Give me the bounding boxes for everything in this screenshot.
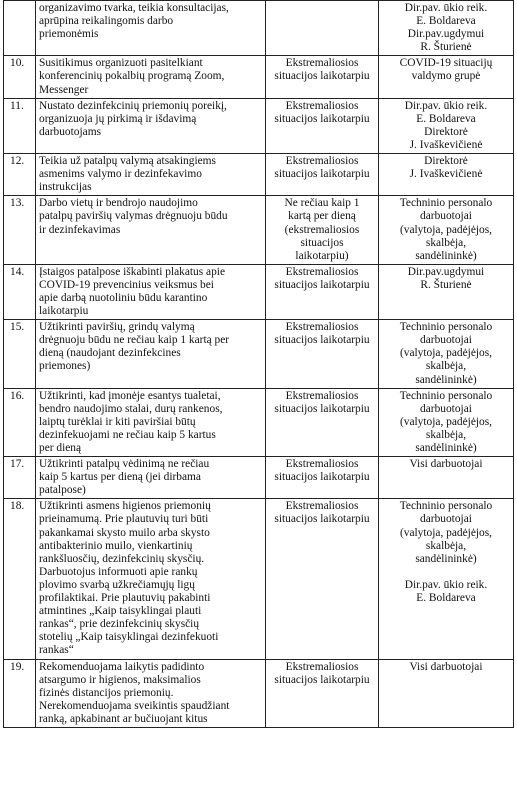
timing-line: laikotarpiu) [295, 249, 349, 262]
responsible-cell [379, 457, 514, 499]
task-line: stotelių „Kaip taisyklingai dezinfekuoti [39, 631, 219, 644]
timing-line: Ekstremaliosios [285, 155, 359, 168]
responsible-line: Dir.pav. ūkio reik. [404, 99, 488, 112]
responsible-line: Dir.pav.ugdymui [407, 265, 485, 278]
timing-cell [266, 1, 379, 56]
table-row [4, 388, 514, 456]
task-line: atsargumo ir higienos, maksimalios [39, 673, 201, 686]
table-row [4, 154, 514, 196]
responsible-line: sandėlininkė) [415, 249, 477, 262]
task-line: plovimo svarbą užkrečiamųjų ligų [39, 578, 195, 591]
task-line: profilaktikai. Prie plautuvių pakabinti [39, 592, 211, 605]
responsible-cell [379, 659, 514, 727]
responsible-line: Direktorė [424, 125, 468, 138]
responsible-line: skalbėja, [425, 236, 467, 249]
task-line: Užtikrinti asmens higienos priemonių [39, 500, 211, 513]
task-line: pakankamai skysto muilo arba skysto [39, 526, 210, 539]
task-cell [36, 154, 266, 196]
row-number: 19. [4, 659, 36, 727]
task-line: Darbo vietų ir bendrojo naudojimo [39, 197, 198, 210]
responsible-line: sandėlininkė) [415, 373, 477, 386]
timing-line: situacijos laikotarpiu [274, 168, 370, 181]
task-line: prieinamumą. Prie plautuvių turi būti [39, 513, 209, 526]
responsible-line: valdymo grupė [411, 70, 481, 83]
responsible-cell [379, 98, 514, 153]
task-line: patalpų paviršių valymas drėgnuoju būdu [39, 210, 228, 223]
row-number: 17. [4, 457, 36, 499]
responsible-line: sandėlininkė) [415, 552, 477, 565]
timing-cell [266, 98, 379, 153]
task-line: darbuotojams [39, 125, 102, 138]
task-line: Nustato dezinfekcinių priemonių poreikį, [39, 99, 227, 112]
responsible-line: darbuotojai [420, 334, 472, 347]
timing-cell [266, 320, 379, 388]
task-line: rankas“, prie dezinfekcinių skysčių [39, 618, 200, 631]
timing-line: (ekstremaliosios [284, 223, 360, 236]
task-line: asmenims valymo ir dezinfekavimo [39, 168, 202, 181]
row-number: 12. [4, 154, 36, 196]
timing-cell [266, 154, 379, 196]
row-number: 16. [4, 388, 36, 456]
row-number: 11. [4, 98, 36, 153]
responsible-cell [379, 499, 514, 659]
measures-table [3, 0, 514, 728]
timing-line: situacijos laikotarpiu [274, 513, 370, 526]
timing-line: situacijos laikotarpiu [274, 334, 370, 347]
responsible-line: Dir.pav. ūkio reik. [404, 578, 488, 591]
task-line: dieną (naudojant dezinfekcines [39, 347, 181, 360]
row-number: 13. [4, 196, 36, 264]
task-cell [36, 388, 266, 456]
timing-line: Ekstremaliosios [285, 57, 359, 70]
task-line: laikotarpiu [39, 305, 89, 318]
task-line: atmintines „Kaip taisyklingai plauti [39, 605, 202, 618]
task-line: rankas“ [39, 644, 74, 657]
table-row [4, 499, 514, 659]
task-line: patalpose) [39, 484, 86, 497]
task-cell [36, 264, 266, 319]
task-line: Užtikrinti patalpų vėdinimą ne rečiau [39, 458, 210, 471]
timing-line: situacijos laikotarpiu [274, 278, 370, 291]
responsible-line: (valytoja, padėjėjos, [399, 347, 493, 360]
responsible-cell [379, 320, 514, 388]
task-line: Messenger [39, 83, 89, 96]
responsible-cell [379, 196, 514, 264]
row-number [4, 1, 36, 56]
task-line: Užtikrinti paviršių, grindų valymą [39, 321, 195, 334]
responsible-line: J. Ivaškevičienė [409, 138, 483, 151]
responsible-line: E. Boldareva [416, 112, 476, 125]
task-line: laiptų turėklai ir kiti paviršiai būtų [39, 415, 196, 428]
table-row [4, 56, 514, 98]
table-body [4, 1, 514, 728]
task-line: ranką, apkabinant ar bučiuojant kitus [39, 712, 208, 725]
timing-cell [266, 56, 379, 98]
table-row [4, 659, 514, 727]
task-line: fizinės distancijos priemonių. [39, 686, 174, 699]
responsible-line: Visi darbuotojai [409, 458, 483, 471]
task-line: Darbuotojus informuoti apie rankų [39, 565, 198, 578]
timing-line: Ne rečiau kaip 1 [284, 197, 360, 210]
timing-cell [266, 264, 379, 319]
task-line: aprūpina reikalingomis darbo [39, 15, 174, 28]
timing-line: situacijos laikotarpiu [274, 471, 370, 484]
timing-line: Ekstremaliosios [285, 458, 359, 471]
task-line: kaip 5 kartus per dieną (jei dirbama [39, 471, 201, 484]
responsible-line: Dir.pav.ugdymui [407, 28, 485, 41]
timing-line: situacijos [300, 236, 344, 249]
task-line: konferencinių pokalbių programą Zoom, [39, 70, 225, 83]
timing-line: situacijos laikotarpiu [274, 673, 370, 686]
table-row [4, 457, 514, 499]
task-cell [36, 1, 266, 56]
responsible-line: COVID-19 situacijų [399, 57, 493, 70]
timing-line: situacijos laikotarpiu [274, 112, 370, 125]
responsible-line: R. Šturienė [420, 278, 472, 291]
responsible-line: Visi darbuotojai [409, 660, 483, 673]
task-line: Susitikimus organizuoti pasitelkiant [39, 57, 203, 70]
responsible-line: Techninio personalo [399, 500, 493, 513]
blank-line [381, 566, 511, 579]
row-number: 14. [4, 264, 36, 319]
table-row [4, 264, 514, 319]
responsible-line: Direktorė [424, 155, 468, 168]
task-line: Rekomenduojama laikytis padidinto [39, 660, 205, 673]
task-line: ir dezinfekavimas [39, 223, 121, 236]
responsible-cell [379, 388, 514, 456]
timing-cell [266, 499, 379, 659]
table-row [4, 320, 514, 388]
task-line: Nerekomenduojama sveikintis spaudžiant [39, 699, 230, 712]
responsible-line: (valytoja, padėjėjos, [399, 526, 493, 539]
task-line: bendro naudojimo stalai, durų rankenos, [39, 402, 223, 415]
timing-line: Ekstremaliosios [285, 500, 359, 513]
responsible-line: sandėlininkė) [415, 442, 477, 454]
task-line: per dieną [39, 442, 82, 454]
responsible-line: (valytoja, padėjėjos, [399, 223, 493, 236]
task-cell [36, 56, 266, 98]
task-cell [36, 457, 266, 499]
task-line: apie darbą nuotoliniu būdu karantino [39, 291, 208, 304]
responsible-line: J. Ivaškevičienė [409, 168, 483, 181]
task-line: organizavimo tvarka, teikia konsultacijas, [39, 2, 229, 14]
task-line: organizuoja jų pirkimą ir išdavimą [39, 112, 197, 125]
responsible-line: skalbėja, [425, 539, 467, 552]
responsible-line: darbuotojai [420, 210, 472, 223]
timing-cell [266, 457, 379, 499]
row-number: 15. [4, 320, 36, 388]
responsible-line: R. Šturienė [420, 41, 472, 54]
task-line: COVID-19 prevencinius veiksmus bei [39, 278, 214, 291]
table-row [4, 1, 514, 56]
responsible-cell [379, 1, 514, 56]
responsible-line: Dir.pav. ūkio reik. [404, 2, 488, 14]
task-line: instrukcijas [39, 181, 92, 194]
responsible-line: Techninio personalo [399, 197, 493, 210]
task-line: antibakterinio muilo, vienkartinių [39, 539, 193, 552]
responsible-line: Techninio personalo [399, 389, 493, 402]
row-number: 10. [4, 56, 36, 98]
timing-line: situacijos laikotarpiu [274, 402, 370, 415]
responsible-line: skalbėja, [425, 428, 467, 441]
timing-line: Ekstremaliosios [285, 321, 359, 334]
task-line: rankšluosčių, dezinfekcinių skysčių. [39, 552, 205, 565]
timing-line: Ekstremaliosios [285, 660, 359, 673]
timing-line: Ekstremaliosios [285, 265, 359, 278]
row-number: 18. [4, 499, 36, 659]
task-cell [36, 320, 266, 388]
task-cell [36, 659, 266, 727]
timing-cell [266, 659, 379, 727]
timing-line: kartą per dieną [288, 210, 356, 223]
timing-line: Ekstremaliosios [285, 389, 359, 402]
responsible-line: E. Boldareva [416, 591, 476, 604]
timing-cell [266, 196, 379, 264]
task-line: priemonėmis [39, 28, 99, 41]
responsible-line: skalbėja, [425, 360, 467, 373]
task-line: dezinfekuojami ne rečiau kaip 5 kartus [39, 428, 216, 441]
task-cell [36, 196, 266, 264]
responsible-cell [379, 56, 514, 98]
responsible-cell [379, 154, 514, 196]
task-line: Įstaigos patalpose iškabinti plakatus apie [39, 265, 226, 278]
responsible-line: (valytoja, padėjėjos, [399, 415, 493, 428]
responsible-line: darbuotojai [420, 513, 472, 526]
responsible-line: E. Boldareva [416, 15, 476, 28]
table-row [4, 98, 514, 153]
responsible-cell [379, 264, 514, 319]
responsible-line: darbuotojai [420, 402, 472, 415]
task-line: Užtikrinti, kad įmonėje esantys tualetai, [39, 389, 221, 402]
timing-cell [266, 388, 379, 456]
timing-line: situacijos laikotarpiu [274, 70, 370, 83]
task-line: Teikia už patalpų valymą atsakingiems [39, 155, 216, 168]
responsible-line: Techninio personalo [399, 321, 493, 334]
timing-line: Ekstremaliosios [285, 99, 359, 112]
table-row [4, 196, 514, 264]
task-cell [36, 499, 266, 659]
task-line: drėgnuoju būdu ne rečiau kaip 1 kartą per [39, 334, 230, 347]
task-line: priemones) [39, 360, 91, 373]
task-cell [36, 98, 266, 153]
